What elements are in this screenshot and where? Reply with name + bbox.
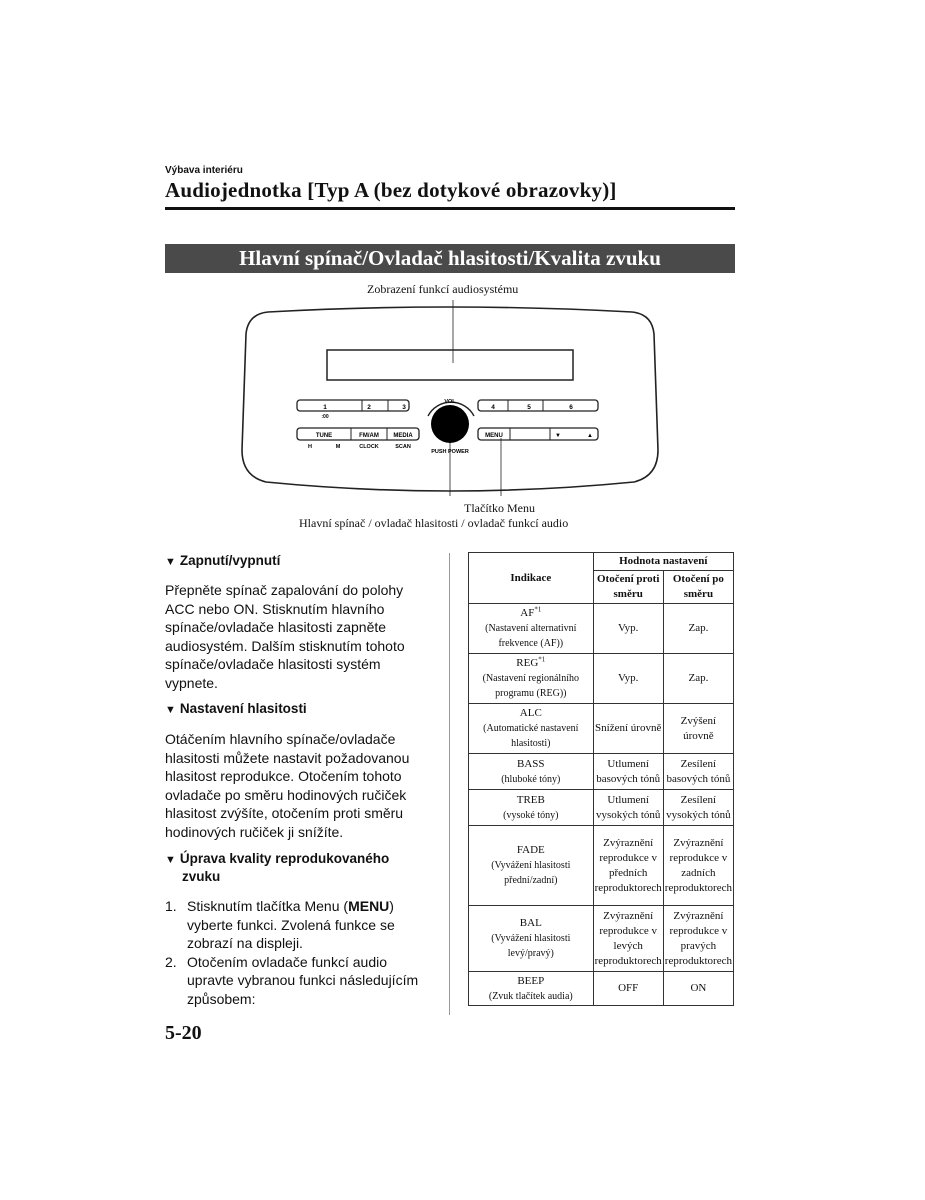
preset-1-label: 1: [323, 404, 327, 411]
vol-label: VOL: [444, 399, 456, 405]
preset-4-label: 4: [491, 404, 495, 411]
menu-label: MENU: [485, 433, 503, 439]
seek-up-icon: ▲: [587, 433, 593, 439]
display-screen: [327, 350, 573, 380]
triangle-bullet-icon: ▼: [165, 854, 176, 866]
media-label: MEDIA: [393, 433, 413, 439]
header-cw: Otočení po směru: [663, 571, 733, 604]
table-row: BAL (Vyvážení hlasitosti levý/pravý) Zvýraznění reprodukce v levých reproduktorech Zvýraznění reprodukce v pravých reproduktorech: [469, 906, 734, 972]
topic-banner: Hlavní spínač/Ovladač hlasitosti/Kvalita zvuku: [165, 244, 735, 273]
preset-5-label: 5: [527, 404, 531, 411]
scan-label: SCAN: [395, 444, 411, 450]
seek-down-icon: ▼: [555, 433, 561, 439]
preset-6-label: 6: [569, 404, 573, 411]
minute-reset-label: :00: [321, 414, 329, 420]
title-divider: [165, 207, 735, 210]
volume-knob: [431, 405, 469, 443]
header-indication: Indikace: [469, 553, 594, 604]
preset-3-label: 3: [402, 404, 406, 411]
triangle-bullet-icon: ▼: [165, 704, 176, 716]
header-value: Hodnota nastavení: [593, 553, 733, 571]
table-row: ALC (Automatické nastavení hlasitosti) Snížení úrovně Zvýšení úrovně: [469, 704, 734, 754]
menu-button-label: Tlačítko Menu: [464, 501, 535, 515]
table-row: BASS (hluboké tóny) Utlumení basových tónů Zesílení basových tónů: [469, 754, 734, 790]
tune-label: TUNE: [315, 433, 333, 439]
hour-label: H: [308, 444, 312, 450]
section-sound-heading: ▼ Úprava kvality reprodukovaného: [165, 851, 390, 866]
minute-label: M: [335, 444, 341, 450]
section-header: Výbava interiéru: [165, 165, 243, 176]
section-power-heading: ▼ Zapnutí/vypnutí: [165, 553, 281, 568]
table-row: BEEP (Zvuk tlačítek audia) OFF ON: [469, 972, 734, 1006]
display-label: Zobrazení funkcí audiosystému: [367, 282, 519, 296]
preset-2-label: 2: [367, 404, 371, 411]
section-volume-text: Otáčením hlavního spínače/ovladače hlasitosti můžete nastavit požadovanou hlasitost reprodukce. Otočením tohoto ovladače po směru hodinových ručiček hlasitost zvýšíte, otočením proti směru hodinových ručiček ji snížíte.: [165, 731, 410, 840]
push-power-label: PUSH POWER: [431, 449, 469, 455]
table-row: TREB (vysoké tóny) Utlumení vysokých tónů Zesílení vysokých tónů: [469, 790, 734, 826]
section-sound-heading-cont: zvuku: [182, 869, 221, 884]
steps-list: [165, 897, 435, 1008]
triangle-bullet-icon: ▼: [165, 556, 176, 568]
section-power-text: Přepněte spínač zapalování do polohy ACC nebo ON. Stisknutím hlavního spínače/ovladače hlasitosti zapněte audiosystém. Dalším stisknutím tohoto spínače/ovladače hlasitosti systém vypnete.: [165, 582, 405, 691]
knob-label: Hlavní spínač / ovladač hlasitosti / ovladač funkcí audio: [299, 516, 569, 530]
preset-4-button: [478, 400, 598, 411]
page-title: Audiojednotka [Typ A (bez dotykové obrazovky)]: [165, 178, 617, 202]
audio-unit-diagram: [238, 300, 662, 496]
clock-label: CLOCK: [359, 444, 379, 450]
table-row: REG$^{*1}$ (Nastavení regionálního programu (REG)) Vyp. Zap.: [469, 654, 734, 704]
step-2: 2. Otočením ovladače funkcí audio upravte vybranou funkci následujícím způsobem:: [165, 953, 419, 1007]
column-divider: [449, 553, 450, 1015]
settings-table: [468, 552, 734, 1006]
page-number: 5-20: [165, 1022, 202, 1044]
menu-key-label: MENU: [348, 898, 390, 914]
header-ccw: Otočení proti směru: [593, 571, 663, 604]
preset-1-button: [297, 400, 409, 411]
table-row: FADE (Vyvážení hlasitosti přední/zadní) Zvýraznění reprodukce v předních reproduktorech Zvýraznění reprodukce v zadních reproduktorech: [469, 826, 734, 906]
fmam-label: FM/AM: [359, 433, 379, 439]
table-row: AF$^{*1}$ (Nastavení alternativní frekvence (AF)) Vyp. Zap.: [469, 604, 734, 654]
section-volume-heading: ▼ Nastavení hlasitosti: [165, 701, 307, 716]
step-1: 1. Stisknutím tlačítka Menu (MENU) vyberte funkci. Zvolená funkce se zobrazí na displeji.: [165, 898, 395, 951]
